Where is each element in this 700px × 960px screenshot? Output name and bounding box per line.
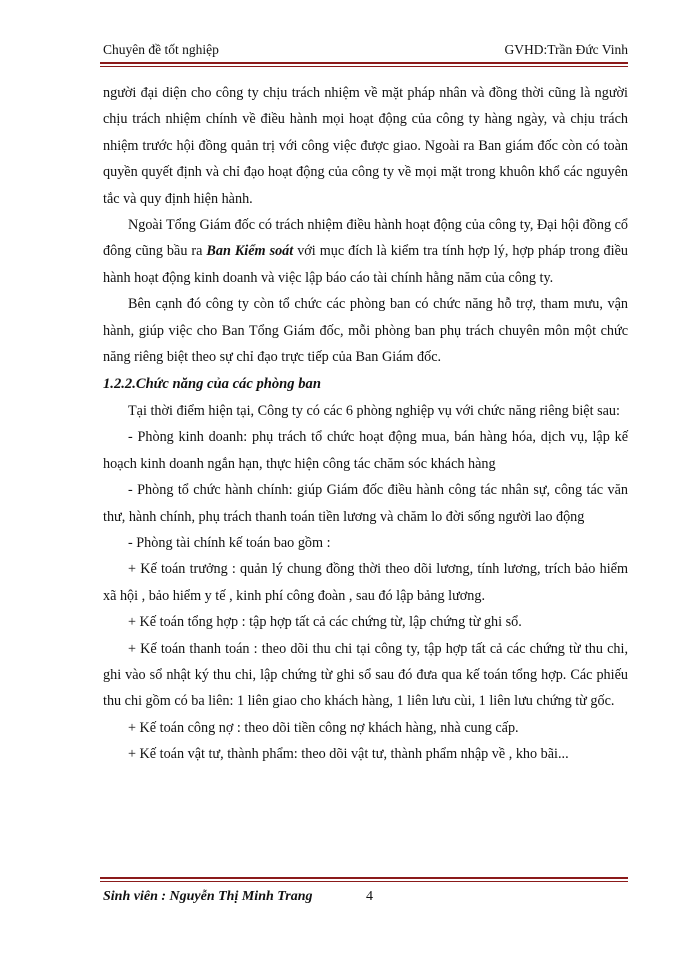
list-item-phong-tai-chinh: - Phòng tài chính kế toán bao gồm : xyxy=(128,534,331,551)
page-header xyxy=(103,40,628,60)
section-heading: 1.2.2.Chức năng của các phòng ban xyxy=(103,376,321,393)
header-rule xyxy=(100,62,628,67)
footer-rule xyxy=(100,877,628,882)
paragraph-2 xyxy=(103,212,628,291)
paragraph-4: Tại thời điểm hiện tại, Công ty có các 6 phòng nghiệp vụ với chức năng riêng biệt sau: xyxy=(128,402,620,419)
paragraph-1: người đại diện cho công ty chịu trách nhiệm về mặt pháp nhân và đồng thời cũng là người chịu trách nhiệm chính về điều hành mọi hoạt động của công ty hàng ngày, và chịu trách nhiệm trước hội đồng quản trị với công việc được giao. Ngoài ra Ban giám đốc còn có toàn quyền quyết định và chỉ đạo hoạt động của công ty về mọi mặt trong khuôn khổ các nguyên tắc và quy định hiện hành. xyxy=(103,85,628,207)
header-title: Chuyên đề tốt nghiệp xyxy=(103,42,219,57)
document-body xyxy=(103,80,628,768)
paragraph-2-before: Ngoài Tổng Giám đốc có trách nhiệm điều hành hoạt động của công ty, Đại hội đồng cổ đông cũng bầu ra xyxy=(103,217,628,260)
sub-item-ke-toan-vat-tu: + Kế toán vật tư, thành phẩm: theo dõi vật tư, thành phẩm nhập về , kho bãi... xyxy=(128,746,569,763)
sub-item-ke-toan-cong-no: + Kế toán công nợ : theo dõi tiền công nợ khách hàng, nhà cung cấp. xyxy=(128,719,519,736)
list-item-phong-to-chuc: - Phòng tổ chức hành chính: giúp Giám đốc điều hành công tác nhân sự, công tác văn thư, hành chính, phụ trách thanh toán tiền lương và chăm lo đời sống người lao động xyxy=(103,482,628,525)
paragraph-2-after: với mục đích là kiểm tra tính hợp lý, hợp pháp trong điều hành hoạt động kinh doanh và việc lập báo cáo tài chính hằng năm của công ty. xyxy=(103,243,628,286)
sub-item-ke-toan-truong: + Kế toán trưởng : quản lý chung đồng thời theo dõi lương, tính lương, trích bảo hiểm xã hội , bảo hiểm y tế , kinh phí công đoàn , sau đó lập bảng lương. xyxy=(103,561,628,604)
sub-item-ke-toan-tong-hop: + Kế toán tổng hợp : tập hợp tất cả các chứng từ, lập chứng từ ghi sổ. xyxy=(128,614,522,631)
ban-kiem-soat-term: Ban Kiểm soát xyxy=(206,243,294,260)
sub-item-ke-toan-thanh-toan: + Kế toán thanh toán : theo dõi thu chi tại công ty, tập hợp tất cả các chứng từ thu chi, ghi vào sổ nhật ký thu chi, lập chứng từ ghi sổ sau đó đưa qua kế toán tổng hợp. Các phiếu thu chi gồm có ba liên: 1 liên giao cho khách hàng, 1 liên lưu cùi, 1 liên lưu chứng từ gốc. xyxy=(103,640,628,710)
page-number: 4 xyxy=(366,889,373,904)
list-item-phong-kinh-doanh: - Phòng kinh doanh: phụ trách tổ chức hoạt động mua, bán hàng hóa, dịch vụ, lập kế hoạch kinh doanh ngắn hạn, thực hiện công tác chăm sóc khách hàng xyxy=(103,429,628,472)
student-name: Sinh viên : Nguyễn Thị Minh Trang xyxy=(103,889,313,904)
paragraph-3: Bên cạnh đó công ty còn tổ chức các phòng ban có chức năng hỗ trợ, tham mưu, vận hành, giúp việc cho Ban Tổng Giám đốc, mỗi phòng ban phụ trách chuyên môn một chức năng riêng biệt theo sự chỉ đạo trực tiếp của Ban Giám đốc. xyxy=(103,296,628,366)
page-footer xyxy=(103,889,628,909)
header-supervisor: GVHD:Trần Đức Vinh xyxy=(504,42,628,57)
